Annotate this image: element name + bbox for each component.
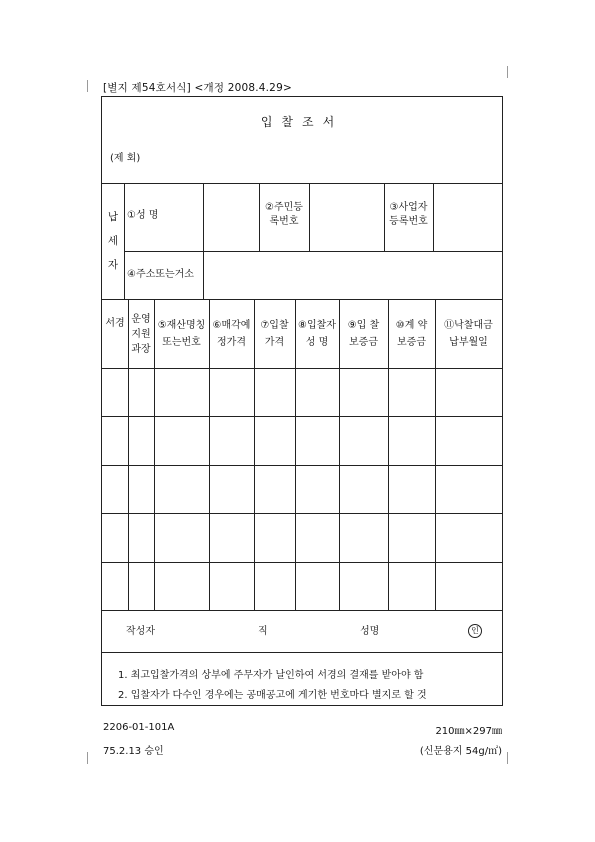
crop-mark bbox=[87, 752, 88, 764]
resident-number-label: ②주민등 록번호 bbox=[265, 202, 303, 227]
column-header: 운영 지원 과장 bbox=[131, 314, 151, 355]
approval-date: 75.2.13 승인 bbox=[103, 746, 164, 757]
position-label: 직 bbox=[258, 626, 268, 637]
column-header: ⑤재산명칭 또는번호 bbox=[157, 320, 206, 348]
column-header: ⑪낙찰대금 납부월일 bbox=[444, 320, 493, 348]
crop-mark bbox=[87, 80, 88, 92]
name-label: ①성 명 bbox=[127, 210, 159, 221]
column-header: ⑦입찰 가격 bbox=[260, 320, 289, 348]
business-number-label: ③사업자 등록번호 bbox=[389, 202, 428, 227]
form-title: 입찰조서 bbox=[260, 115, 344, 129]
note-item: 1. 최고입찰가격의 상부에 주무자가 날인하여 서경의 결재를 받아야 함 bbox=[118, 670, 424, 681]
crop-mark bbox=[507, 752, 508, 764]
column-header: 서경 bbox=[105, 318, 125, 329]
crop-mark bbox=[507, 66, 508, 78]
column-header: ⑩계 약 보증금 bbox=[395, 320, 428, 348]
column-header: ⑧입찰자 성 명 bbox=[298, 320, 336, 348]
taxpayer-label: 납 세 자 bbox=[107, 211, 119, 271]
paper-size: 210㎜×297㎜ bbox=[435, 726, 502, 737]
form-code: 2206-01-101A bbox=[103, 722, 175, 733]
author-label: 작성자 bbox=[126, 626, 155, 637]
note-item: 2. 입찰자가 다수인 경우에는 공매공고에 게기한 번호마다 별지로 할 것 bbox=[118, 690, 427, 701]
seal-mark: 인 bbox=[468, 624, 482, 638]
address-label: ④주소또는거소 bbox=[127, 269, 194, 280]
paper-type: (신문용지 54g/㎡) bbox=[419, 746, 502, 757]
form-header: [별지 제54호서식] <개정 2008.4.29> bbox=[103, 82, 292, 94]
column-header: ⑥매각예 정가격 bbox=[212, 320, 251, 348]
author-name-label: 성명 bbox=[360, 626, 380, 637]
column-header: ⑨입 찰 보증금 bbox=[347, 320, 380, 348]
bid-record-form bbox=[101, 96, 503, 706]
session-number: (제 회) bbox=[110, 153, 141, 164]
